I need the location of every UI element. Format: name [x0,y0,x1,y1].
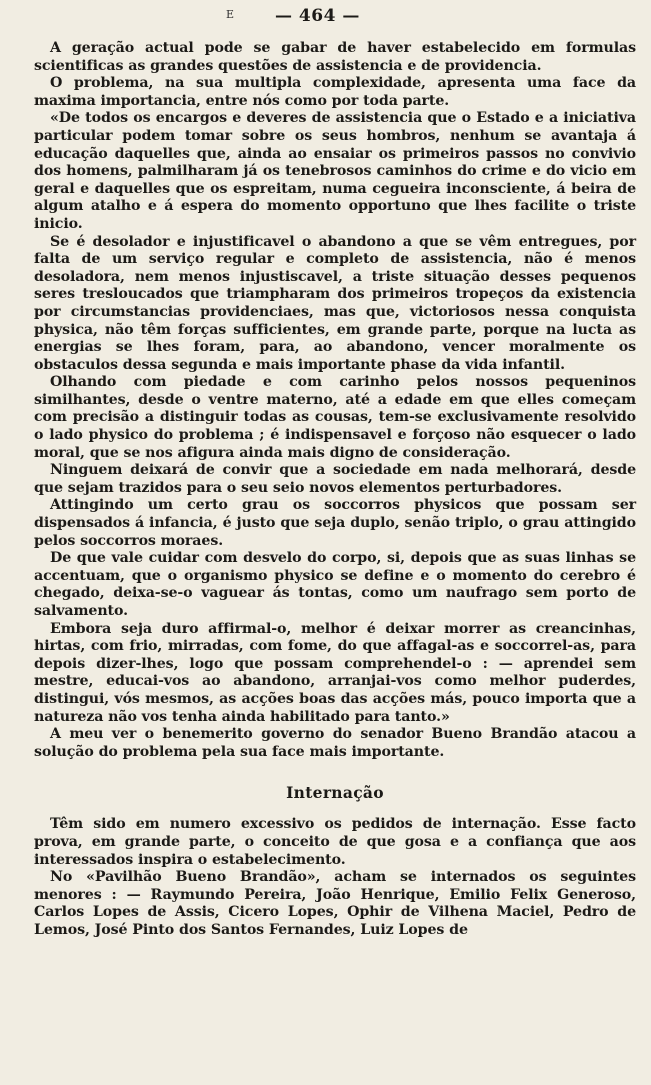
section-title: Internação [286,783,384,803]
section-paragraph: Têm sido em numero excessivo os pedidos de internação. Esse facto prova, em grande parte, o conceito de que gosa e a confiança que aos interessados inspira o estabelecimento. [34,816,636,868]
body-text [34,40,636,940]
paragraph: A geração actual pode se gabar de haver estabelecido em formulas scientificas as grandes questões de assistencia e de providencia. [34,40,636,74]
page-mark: E [226,8,235,21]
page-header [0,6,651,32]
paragraph: Ninguem deixará de convir que a sociedade em nada melhorará, desde que sejam trazidos para o seu seio novos elementos perturbadores. [34,462,636,496]
paragraph: De que vale cuidar com desvelo do corpo, si, depois que as suas linhas se accentuam, que o organismo physico se define e o momento do cerebro é chegado, deixa-se-o vaguear ás tontas, como um naufrago sem porto de salvamento. [34,550,636,619]
paragraph: O problema, na sua multipla complexidade, apresenta uma face da maxima importancia, entre nós como por toda parte. [34,75,636,109]
paragraph: Embora seja duro affirmal-o, melhor é deixar morrer as creancinhas, hirtas, com frio, mirradas, com fome, do que affagal-as e soccorrel-as, para depois dizer-lhes, logo que possam comprehendel-o : — aprendei sem mestre, educai-vos ao abandono, arranjai-vos como melhor puderdes, distingui, vós mesmos, as acções boas das acções más, pouco importa que a natureza não vos tenha ainda habilitado para tanto.» [34,620,636,725]
page-number: — 464 — [275,6,360,26]
paragraph: A meu ver o benemerito governo do senador Bueno Brandão atacou a solução do problema pela sua face mais importante. [34,726,636,760]
section-paragraph: No «Pavilhão Bueno Brandão», acham se internados os seguintes menores : — Raymundo Pereira, João Henrique, Emilio Felix Generoso, Carlos Lopes de Assis, Cicero Lopes, Ophir de Vilhena Maciel, Pedro de Lemos, José Pinto dos Santos Fernandes, Luiz Lopes de [34,869,636,938]
paragraph: Attingindo um certo grau os soccorros physicos que possam ser dispensados á infancia, é justo que seja duplo, senão triplo, o grau attingido pelos soccorros moraes. [34,497,636,549]
paragraph: Se é desolador e injustificavel o abandono a que se vêm entregues, por falta de um serviço regular e completo de assistencia, não é menos desoladora, nem menos injustiscavel, a triste situação desses pequenos seres tresloucados que triampharam dos primeiros tropeços da existencia por circumstancias providenciaes, mas que, victoriosos nessa conquista physica, não têm forças sufficientes, em grande parte, porque na lucta as energias se lhes foram, para, ao abandono, vencer moralmente os obstaculos dessa segunda e mais importante phase da vida infantil. [34,233,636,373]
paragraph: Olhando com piedade e com carinho pelos nossos pequeninos similhantes, desde o ventre materno, até a edade em que elles começam com precisão a distinguir todas as cousas, tem-se exclusivamente resolvido o lado physico do problema ; é indispensavel e forçoso não esquecer o lado moral, que se nos afigura ainda mais digno de consideração. [34,374,636,461]
paragraph: «De todos os encargos e deveres de assistencia que o Estado e a iniciativa particular podem tomar sobre os seus hombros, nenhum se avantaja á educação daquelles que, ainda ao ensaiar os primeiros passos no convivio dos homens, palmilharam já os tenebrosos caminhos do crime e do vicio em geral e daquelles que os espreitam, numa cegueira inconsciente, á beira de algum atalho e á espera do momento opportuno que lhes facilite o triste inicio. [34,110,636,232]
